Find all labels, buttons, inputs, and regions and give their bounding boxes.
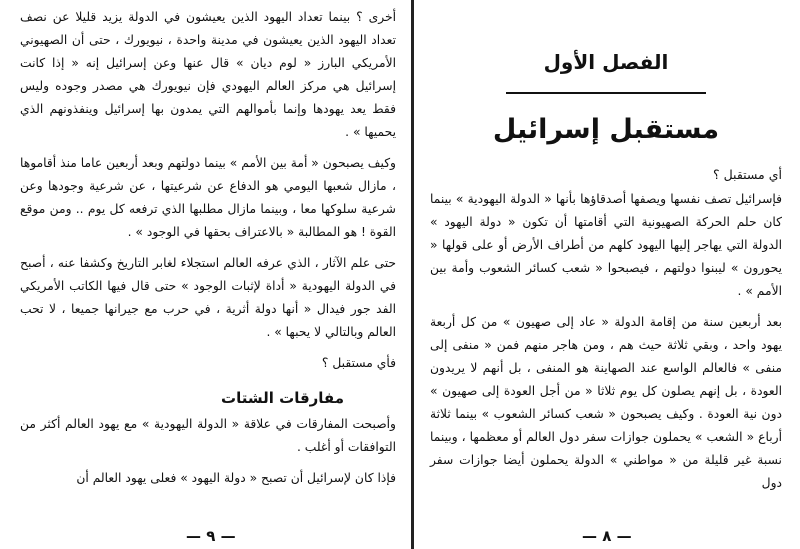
chapter-title: الفصل الأول xyxy=(543,50,669,74)
right-paragraph-1: فإسرائيل تصف نفسها ويصفها أصدقاؤها بأنها « الدولة اليهودية » بينما كان حلم الحركة الصهيونية التي أقامتها أن تكون « دولة اليهود » الدولة التي يهاجر إليها اليهود كلهم من أطراف الأرض أو على قولها « يحورون » ليبنوا دولتهم ، فيصبحوا « شعب كسائر الشعوب وأمة بين الأمم » . xyxy=(430,192,782,298)
section-heading: مفارقات الشتات xyxy=(221,389,344,407)
question-line: أي مستقبل ؟ xyxy=(712,167,782,182)
right-paragraph-2: بعد أربعين سنة من إقامة الدولة « عاد إلى صهيون » من كل أربعة يهود واحد ، وبقي ثلاثة حيث هم ، ومن هاجر منهم فمن « منفى إلى منفى » فالعالم الواسع عند الصهاينة هو المنفى ، بل أنهم لا يريدون العودة ، بل إنهم يصلون كل يوم ثلاثا « من أجل العودة إلى صهيون » دون نية العودة . وكيف يصبحون « شعب كسائر الشعوب » بينما ثلاثة أرباع « الشعب » يحملون جوازات سفر دول العالم أو معظمها ، وبينما نسبة غير قليلة من « مواطني » الدولة يحملون أيضا جوازات سفر دول xyxy=(430,315,782,490)
page-number-right: — ٨ — xyxy=(582,527,632,545)
left-paragraph-1: أخرى ؟ بينما تعداد اليهود الذين يعيشون في الدولة يزيد قليلا عن نصف تعداد اليهود الذين يعيشون في مدينة واحدة ، نيويورك ، حتى أن الصهيوني الأمريكي البارز « لوم ديان » قال عنها وعن إسرائيل إنه « إذا كانت إسرائيل هي مركز العالم اليهودي فإن نيويورك هي مصدر وجوده وليس فقط يعد يهودها وإنما بأموالهم التي يمدون بها إسرائيل وينفذونهم الذي يحميها » . xyxy=(20,10,396,139)
left-paragraph-3: حتى علم الآثار ، الذي عرفه العالم استجلاء لغابر التاريخ وكشفا عنه ، أصبح في الدولة اليهودية « أداة لإثبات الوجود » حتى قال فيها الكاتب الأمريكي الفد جور فيدال « أنها دولة أثرية ، في حرب مع جيرانها جميعا ، لا تحب العالم وبالتالي لا يحبها » . xyxy=(20,256,396,339)
left-paragraph-2: وكيف يصبحون « أمة بين الأمم » بينما دولتهم وبعد أربعين عاما منذ أقاموها ، مازال شعبها اليومي هو الدفاع عن شرعيتها ، عن شرعية وجودها وعن شرعية سلوكها معا ، وبينما مازال مطلبها الذي ترفعه كل يوم .. ومن موقع القوة ! هو المطالبة « بالاعتراف بحقها في الوجود » . xyxy=(20,156,396,239)
right-page xyxy=(414,0,800,549)
left-paragraph-6: فإذا كان لإسرائيل أن تصبح « دولة اليهود » فعلى يهود العالم أن xyxy=(76,471,396,485)
page-title: مستقبل إسرائيل xyxy=(492,114,720,145)
left-paragraph-5: وأصبحت المفارقات في علاقة « الدولة اليهودية » مع يهود العالم أكثر من التوافقات أو أغلب . xyxy=(20,417,396,454)
chapter-rule xyxy=(506,92,706,94)
page-number-left: — ٩ — xyxy=(186,527,236,545)
left-paragraph-4: فأي مستقبل ؟ xyxy=(321,356,396,370)
